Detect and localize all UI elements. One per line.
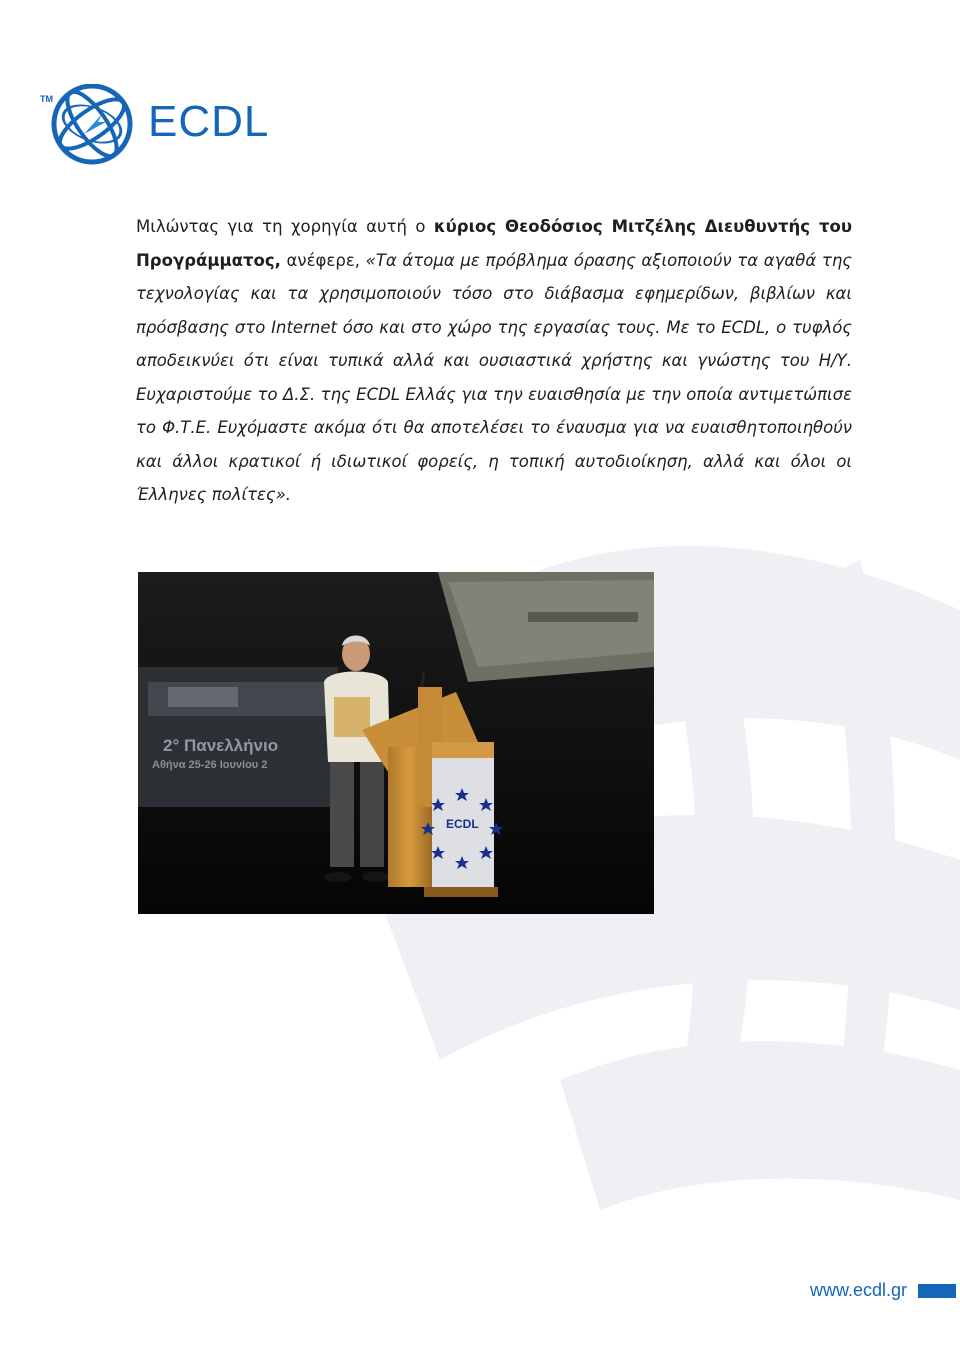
event-photo-scene bbox=[138, 572, 654, 914]
footer-accent-bar bbox=[918, 1284, 956, 1298]
trademark-label: TM bbox=[40, 94, 53, 104]
article-intro: Μιλώντας για τη χορηγία αυτή ο bbox=[136, 217, 434, 236]
article-speaker: κύριος Θεοδόσιος Μιτζέλης Διευθυντής του Προγράμματος, bbox=[136, 217, 853, 270]
event-photo bbox=[138, 572, 654, 914]
banner-subtitle: Αθήνα 25-26 Ιουνίου 2 bbox=[152, 759, 268, 771]
article-said: ανέφερε, bbox=[280, 250, 366, 270]
article-paragraph bbox=[136, 210, 852, 512]
footer-url[interactable]: www.ecdl.gr bbox=[810, 1280, 908, 1300]
article-quote: «Τα άτομα με πρόβλημα όρασης αξιοποιούν τα αγαθά της τεχνολογίας και τα χρησιμοποιούν τόσο στο διάβασμα εφημερίδων, βιβλίων και πρόσβασης στο Internet όσο και στο χώρο της εργασίας τους. Με το ECDL, ο τυφλός αποδεικνύει ότι είναι τυπικά αλλά και ουσιαστικά χρήστης και γνώστης του Η/Υ. Ευχαριστούμε το Δ.Σ. της ECDL Ελλάς για την ευαισθησία με την οποία αντιμετώπισε το Φ.Τ.Ε. Ευχόμαστε ακόμα ότι θα αποτελέσει το έναυσμα για να ευαισθητοποιηθούν και άλλοι κρατικοί ή ιδιωτικοί φορείς, η τοπική αυτοδιοίκηση, αλλά και όλοι οι Έλληνες πολίτες». bbox=[136, 250, 852, 504]
banner-title: 2° Πανελλήνιο bbox=[163, 736, 279, 755]
logo-wordmark: ECDL bbox=[148, 97, 270, 146]
podium-logo-label: ECDL bbox=[446, 817, 479, 831]
